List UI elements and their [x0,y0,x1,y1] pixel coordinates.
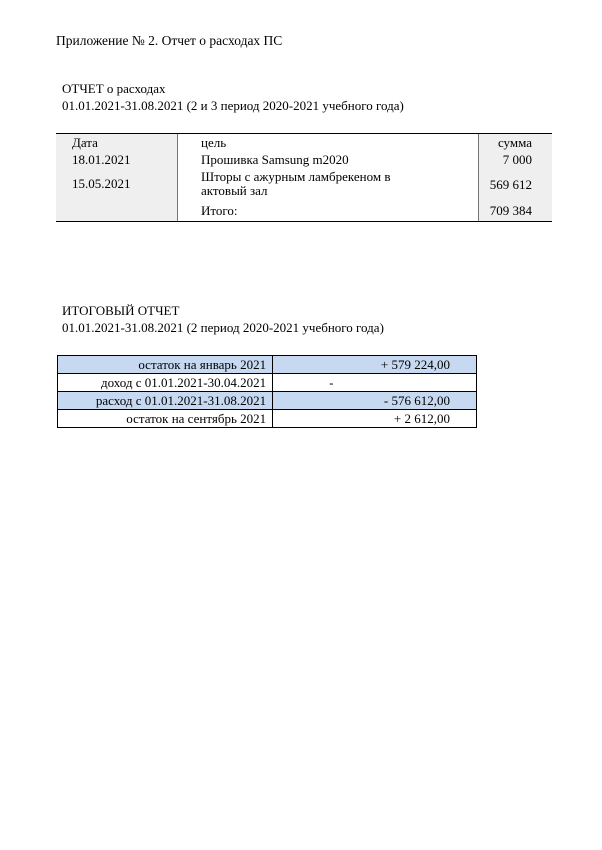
summary-value: + 2 612,00 [273,410,477,428]
summary-label: расход с 01.01.2021-31.08.2021 [58,392,273,410]
summary-report-period: 01.01.2021-31.08.2021 (2 период 2020-2021 учебного года) [62,320,384,335]
summary-table [57,355,477,428]
summary-label: доход с 01.01.2021-30.04.2021 [58,374,273,392]
row-date: 18.01.2021 [72,152,131,167]
table-row [58,410,477,428]
expense-table [56,133,552,222]
row-amount: 569 612 [489,177,532,192]
summary-value: - 576 612,00 [273,392,477,410]
expense-report-title: ОТЧЕТ о расходах [62,81,166,96]
summary-value: - [273,374,477,392]
summary-report-title: ИТОГОВЫЙ ОТЧЕТ [62,303,180,318]
header-date: Дата [72,135,98,150]
header-amount: сумма [497,135,532,150]
table-row [58,356,477,374]
total-label: Итого: [201,203,238,218]
appendix-title: Приложение № 2. Отчет о расходах ПС [56,33,283,48]
row-date: 15.05.2021 [72,176,131,191]
row-amount: 7 000 [502,152,532,167]
expense-report-period: 01.01.2021-31.08.2021 (2 и 3 период 2020-2021 учебного года) [62,98,404,113]
table-row [58,374,477,392]
header-purpose: цель [201,135,227,150]
row-purpose: Шторы с ажурным ламбрекеном в актовый зал [201,169,391,198]
summary-value: + 579 224,00 [273,356,477,374]
row-purpose: Прошивка Samsung m2020 [201,152,349,167]
total-value: 709 384 [489,203,532,218]
table-row [58,392,477,410]
summary-label: остаток на январь 2021 [58,356,273,374]
summary-label: остаток на сентябрь 2021 [58,410,273,428]
